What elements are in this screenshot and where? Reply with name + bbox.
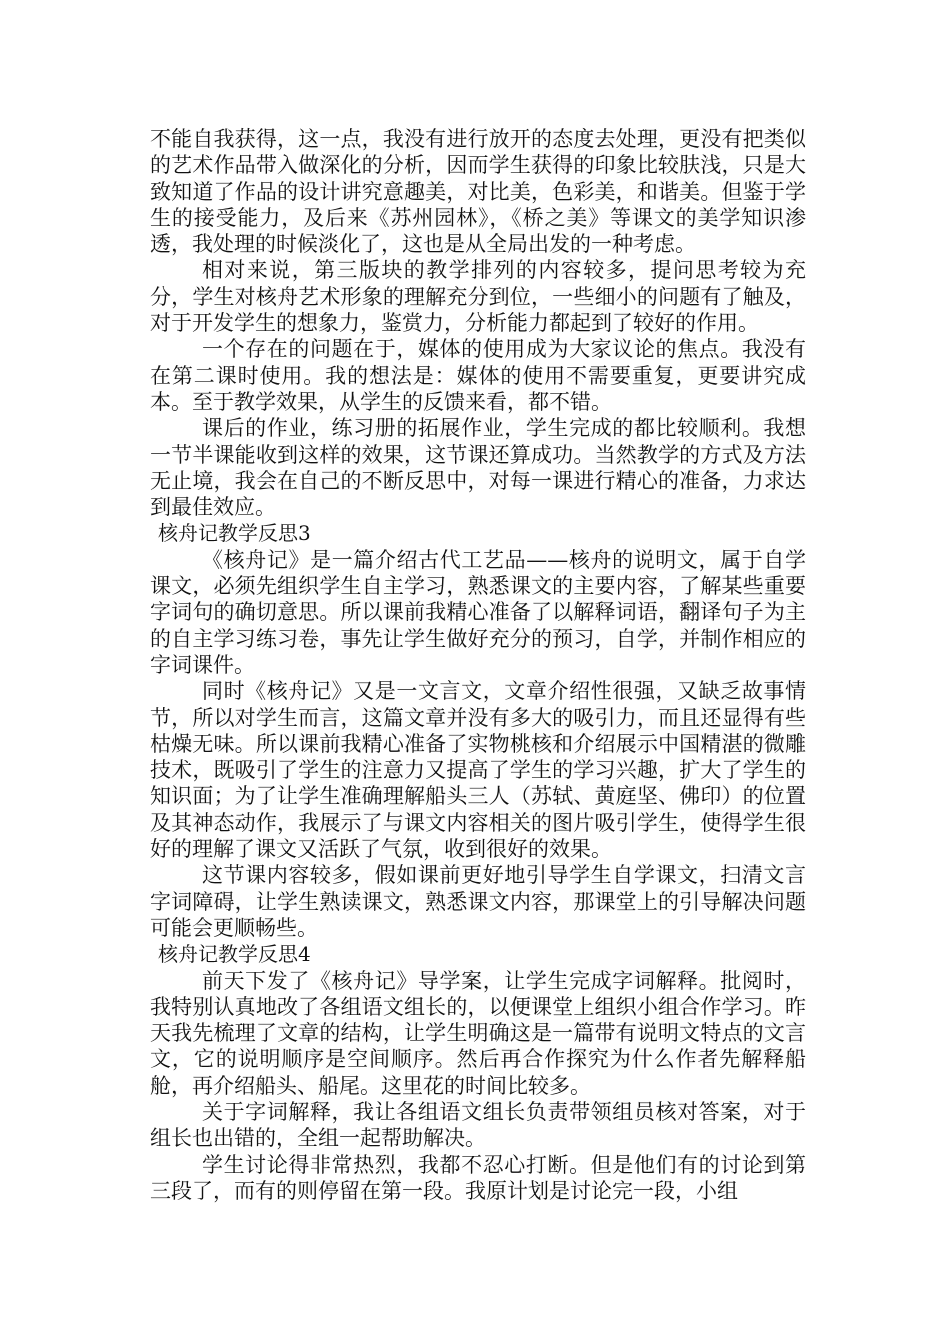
paragraph: 一个存在的问题在于，媒体的使用成为大家议论的焦点。我没有在第二课时使用。我的想法是：媒体的使用不需要重复，更要讲究成本。至于教学效果，从学生的反馈来看，都不错。	[150, 337, 806, 414]
paragraph: 不能自我获得，这一点，我没有进行放开的态度去处理，更没有把类似的艺术作品带入做深化的分析，因而学生获得的印象比较肤浅，只是大致知道了作品的设计讲究意趣美，对比美，色彩美，和谐美。但鉴于学生的接受能力，及后来《苏州园林》，《桥之美》等课文的美学知识渗透，我处理的时候淡化了，这也是从全局出发的一种考虑。	[150, 127, 806, 257]
paragraph: 前天下发了《核舟记》导学案，让学生完成字词解释。批阅时，我特别认真地改了各组语文组长的，以便课堂上组织小组合作学习。昨天我先梳理了文章的结构，让学生明确这是一篇带有说明文特点的文言文，它的说明顺序是空间顺序。然后再合作探究为什么作者先解释船舱，再介绍船头、船尾。这里花的时间比较多。	[150, 968, 806, 1098]
section-heading: 核舟记教学反思3	[158, 521, 311, 546]
paragraph: 《核舟记》是一篇介绍古代工艺品——核舟的说明文，属于自学课文，必须先组织学生自主学习，熟悉课文的主要内容，了解某些重要字词句的确切意思。所以课前我精心准备了以解释词语，翻译句子为主的自主学习练习卷，事先让学生做好充分的预习，自学，并制作相应的字词课件。	[150, 547, 806, 677]
paragraph: 课后的作业，练习册的拓展作业，学生完成的都比较顺利。我想一节半课能收到这样的效果，这节课还算成功。当然教学的方式及方法无止境，我会在自己的不断反思中，对每一课进行精心的准备，力求达到最佳效应。	[150, 416, 806, 520]
document-body	[150, 126, 806, 1204]
paragraph: 相对来说，第三版块的教学排列的内容较多，提问思考较为充分，学生对核舟艺术形象的理解充分到位，一些细小的问题有了触及，对于开发学生的想象力，鉴赏力，分析能力都起到了较好的作用。	[150, 258, 806, 336]
paragraph: 这节课内容较多，假如课前更好地引导学生自学课文，扫清文言字词障碍，让学生熟读课文，熟悉课文内容，那课堂上的引导解决问题可能会更顺畅些。	[150, 863, 806, 940]
paragraph: 学生讨论得非常热烈，我都不忍心打断。但是他们有的讨论到第三段了，而有的则停留在第一段。我原计划是讨论完一段，小组	[150, 1152, 806, 1203]
paragraph: 关于字词解释，我让各组语文组长负责带领组员核对答案，对于组长也出错的，全组一起帮助解决。	[150, 1099, 806, 1151]
paragraph: 同时《核舟记》又是一文言文，文章介绍性很强，又缺乏故事情节，所以对学生而言，这篇文章并没有多大的吸引力，而且还显得有些枯燥无味。所以课前我精心准备了实物桃核和介绍展示中国精湛的微雕技术，既吸引了学生的注意力又提高了学生的学习兴趣，扩大了学生的知识面；为了让学生准确理解船头三人（苏轼、黄庭坚、佛印）的位置及其神态动作，我展示了与课文内容相关的图片吸引学生，使得学生很好的理解了课文又活跃了气氛，收到很好的效果。	[150, 679, 806, 862]
section-heading: 核舟记教学反思4	[158, 942, 311, 967]
